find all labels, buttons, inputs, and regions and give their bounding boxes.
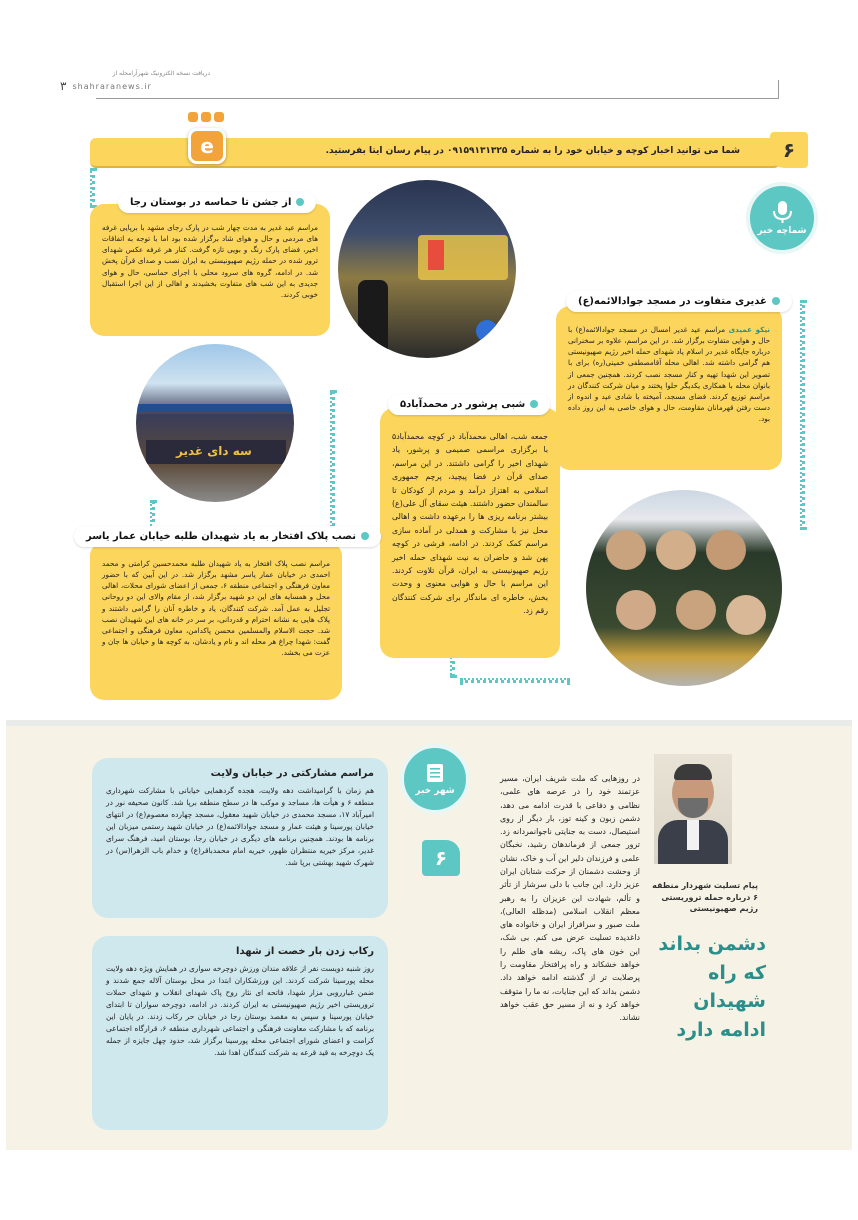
article-box <box>556 306 782 470</box>
article-body-wrap <box>568 324 770 424</box>
article-title-text: غدیری متفاوت در مسجد جوادالائمه(ع) <box>578 296 767 307</box>
photo-banner <box>136 344 294 502</box>
bullet-icon <box>361 532 369 540</box>
header <box>60 70 210 93</box>
newspaper-icon <box>424 762 446 784</box>
header-rule-tick <box>778 80 779 99</box>
article-box <box>380 408 560 658</box>
bottom-number-tag <box>422 840 460 876</box>
article-title <box>118 192 316 213</box>
photo-martyrs-billboard <box>586 490 782 686</box>
article-body: مراسم نصب پلاک افتخار به یاد شهیدان طلبه محمدحسین کرامتی و محمد احمدی در خیابان عمار یاسر مشهد برگزار شد. در این آیین که با حضور معاون فرهنگی و اجتماعی منطقه ۶، جمعی از اعضای شورای محلات، اهالی محل و همسایه های این دو شهید برگزار شد، از مقام والای این دو روحانی تجلیل به عمل آمد. شرکت کنندگان، یاد و خاطره آنان را گرامی داشتند و پلاک هایی به نشانه احترام و قدردانی، بر سر در خانه های این شهیدان نصب شد. حجت الاسلام والمسلمین محسن پاکدامن، معاون فرهنگی و اجتماعی گفت: شهدا چراغ هر محله اند و نام و یادشان، به کوچه ها و خیابان ها جان و عزت می بخشد. <box>102 559 331 658</box>
article-title <box>566 291 792 312</box>
news-body: روز شنبه دویست نفر از علاقه مندان ورزش دوچرخه سواری در همایش ویژه دهه ولایت محله پورسینا شرکت کردند. این ورزشکاران ابتدا در محل بوستان آلاله جمع شدند و ضمن غبارروبی مزار شهدا، فاتحه ای نثار روح پاک شهدای انقلاب و شهدای حملات تروریستی اخیر رژیم صهیونیستی به ایران کردند. در ادامه، دوچرخه سواران تا ابتدای خیابان پورسینا و سپس به مقصد بوستان رجا در خیابان حر رکاب زدند. در پایان این برنامه که با مشارکت معاونت فرهنگی و اجتماعی شهرداری منطقه ۶، قرارگاه اجتماعی کرامت و اعضای شورای اجتماعی محله پورسینا برگزار شد، حدود چهل جایزه از جمله یک دوچرخه به قید قرعه به شرکت کنندگان اهدا شد. <box>106 964 375 1057</box>
article-body: مراسم عید غدیر به مدت چهار شب در پارک رجای مشهد با برپایی غرفه های مردمی و حال و هوای شاد برگزار شده بود اما با توجه به اتفاقات اخیر، فضای پارک رنگ و بویی تازه گرفت. کنار هر غرفه عکس شهدای ترور شده در حمله رژیم صهیونیستی به ایران نصب و صدای قرآن پخش شد. در ادامه، گروه های سرود محلی با اجرای حماسی، حال و هوای جدیدی به این شب های متفاوت بخشیدند و اهالی از این اجرا استقبال خوبی کردند. <box>102 223 318 299</box>
header-rule <box>96 98 778 99</box>
bottom-badge <box>400 744 470 814</box>
condolence-caption: پیام تسلیت شهردار منطقه ۶ درباره حمله تروریستی رژیم صهیونیستی <box>652 881 758 914</box>
bullet-icon <box>772 297 780 305</box>
article-author: نیکو عمیدی <box>728 325 770 334</box>
news-box <box>92 936 388 1130</box>
article-title <box>74 526 381 547</box>
article-box <box>90 204 330 336</box>
photo-celebration <box>338 180 516 358</box>
condolence-text: در روزهایی که ملت شریف ایران، مسیر عزتمند خود را در عرصه های علمی، نظامی و دفاعی با قدرت ادامه می دهد، دشمن زبون و کینه توز، بار دیگر از روی استیصال، دست به جنایتی ناجوانمردانه زد. ترور جمعی از فرماندهان رشید، نخبگان علمی و فرزندان دلیر این آب و خاک، نشان از وحشت دشمنان از حرکت شتابان ایران عزیز دارد. این جانب با دلی سرشار از تأثر و تألم، شهادت این عزیزان را به رهبر معظم انقلاب اسلامی (مدظله العالی)، ملت صبور و سرافراز ایران و خانواده های داغدیده تسلیت عرض می کنم. بی شک، این خون های پاک، ریشه های ظلم را خواهد خشکاند و راه پرافتخار مقاومت را پرصلابت تر از گذشته ادامه خواهد داد. دشمن بداند که این جنایات، نه ما را متوقف خواهد کرد و نه از مسیر حق عقب خواهد نشاند. <box>500 774 640 1023</box>
news-title: رکاب زدن بار خصت از شهدا <box>236 946 374 957</box>
connector <box>90 168 95 208</box>
article-title-text: از جشن تا حماسه در بوستان رجا <box>130 197 292 208</box>
phone-logo-icon: e <box>188 128 226 164</box>
connector <box>800 300 805 530</box>
microphone-icon <box>771 200 793 224</box>
section-number-tag <box>770 132 808 168</box>
article-title-text: شبی پرشور در محمدآباد۵ <box>400 399 526 410</box>
article-body: جمعه شب، اهالی محمدآباد در کوچه محمدآباد۵ با برگزاری مراسمی صمیمی و پرشور، یاد شهدای اخیر را گرامی داشتند. در این مراسم، صدای قرآن در فضا پیچید، پرچم جمهوری اسلامی به اهتزاز درآمد و مردم از کودکان تا سالمندان حضور داشتند. هیئت سقای آل علی(ع) بیشتر برنامه ریزی ها را برعهده داشت و اهالی محل نیز با مشارکت و همدلی در آماده سازی مراسم کمک کردند. در ادامه، فرشی در کوچه پهن شد و حاضران به نیت شهدای حمله اخیر رژیم صهیونیستی به ایران، قرآن تلاوت کردند. این مراسم با حال و هوایی معنوی و وحدت بخش، خاطره ای ماندگار برای شرکت کنندگان رقم زد. <box>392 432 548 616</box>
page-number: ۳ <box>60 79 67 93</box>
bottom-number: ۶ <box>434 846 448 870</box>
section-number: ۶ <box>782 138 796 162</box>
news-body: هم زمان با گرامیداشت دهه ولایت، هجده گردهمایی خیابانی با مشارکت شهرداری منطقه ۶ و هیأت ها، مساجد و موکب ها در سطح منطقه برپا شد. کانون صحیفه نور در امیرآباد ۱۷، مسجد محمدی در خیابان شهید معقول، مسجد چهارده معصوم(ع) در انتهای خیابان پورسینا و هیئت عمار و مسجد جوادالائمه(ع) در خیابان شهید رستمی میزبان این برنامه ها بودند. همچنین برنامه های دیگری در خیابان رجا، بوستان امید، فرهنگ سرای غدیر، مرکز خیریه منتظران ظهور، خیریه امام محمدباقر(ع) و خدام باب الزهرا(س) در شهرک شهید بهشتی برپا شد. <box>106 786 375 867</box>
section-badge <box>746 182 818 254</box>
connector <box>460 678 570 683</box>
photo-banner-text: سه دای غدیر <box>176 444 252 458</box>
news-title: مراسم مشارکتی در خیابان ولایت <box>210 768 374 779</box>
portrait-photo <box>654 754 732 864</box>
article-title-text: نصب پلاک افتخار به یاد شهیدان طلبه خیابان عمار یاسر <box>86 531 356 542</box>
condolence-body <box>500 772 640 1122</box>
bullet-icon <box>530 400 538 408</box>
bottom-badge-label: شهر خبر <box>415 786 455 796</box>
article-body: مراسم عید غدیر امسال در مسجد جوادالائمه(ع) با حال و هوایی متفاوت برگزار شد. در این مراسم، علاوه بر سخنرانی درباره جایگاه غدیر در اسلام یاد شهدای حمله اخیر رژیم صهیونیستی هم گرامی داشته شد. اهالی محله آقامصطفی خمینی(ره) برای با تصویر این شهدا تهیه و کنار مسجد نصب کردند. همچنین جمعی از بانوان محله با همکاری یکدیگر حلوا پختند و میان شرکت کنندگان در مراسم توزیع کردند. فضای مسجد، آمیخته با شادی عید و اندوه از دست رفتن قهرمانان مقاومت، حال و هوای خاصی به این روز داده بود. <box>568 325 770 424</box>
condolence-headline: دشمن بداند که راه شهیدان ادامه دارد <box>658 933 766 1041</box>
news-box <box>92 758 388 918</box>
site-url: shahraranews.ir <box>72 81 152 91</box>
article-title <box>388 394 550 415</box>
section-badge-label: شماچه خبر <box>757 226 807 236</box>
top-banner-text: شما می توانید اخبار کوچه و خیابان خود را به شماره ۰۹۱۵۹۱۳۱۳۲۵ در پیام رسان ایتا بفرستید. <box>325 146 740 156</box>
chat-bubbles-icon <box>186 112 226 126</box>
bullet-icon <box>296 198 304 206</box>
masthead-label: دریافت نسخه الکترونیک شهرآرامحله از <box>112 70 210 77</box>
article-box <box>90 542 342 700</box>
